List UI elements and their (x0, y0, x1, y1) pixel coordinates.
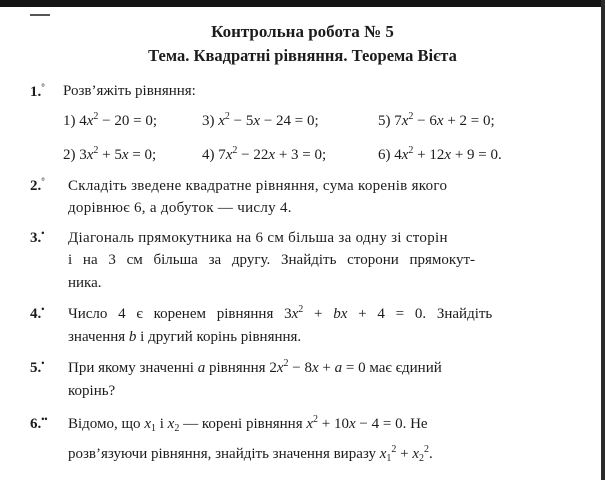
page-top-edge (0, 0, 605, 7)
page-right-edge (601, 0, 605, 480)
task-1-number: 1.° (30, 82, 45, 100)
task-2-line-2: дорівнює 6, а добуток — числу 4. (68, 200, 292, 216)
equation-2: 2) $3x^2 + 5x = 0$; (63, 145, 157, 163)
equation-3: 3) $x^2 - 5x - 24 = 0$; (202, 111, 319, 129)
task-3-line-2: і на 3 см більша за другу. Знайдіть сторони прямокут- (68, 252, 476, 268)
task-5-line-1: При якому значенні a рівняння $2x^2 - 8x + a = 0$ має єдиний (68, 358, 442, 376)
task-5-number: 5.• (30, 358, 45, 376)
task-3-line-1: Діагональ прямокутника на 6 см більша за одну зі сторін (68, 230, 448, 246)
task-3-line-3: ника. (68, 275, 102, 291)
equation-1: 1) $4x^2 - 20 = 0$; (63, 111, 158, 129)
equation-4: 4) $7x^2 - 22x + 3 = 0$; (202, 145, 327, 163)
task-5-line-2: корінь? (68, 383, 116, 399)
task-2-line-1: Складіть зведене квадратне рівняння, сума коренів якого (68, 178, 448, 194)
task-4-line-1: Число 4 є коренем рівняння $3x^2$ + bx + 4 = 0. Знайдіть (68, 304, 493, 322)
equation-5: 5) $7x^2 - 6x + 2 = 0$; (378, 111, 495, 129)
task-4-line-2: значення b і другий корінь рівняння. (68, 329, 302, 345)
task-6-line-2: розв’язуючи рівняння, знайдіть значення виразу $x_1^2 + x_2^2$. (68, 444, 433, 464)
task-4-number: 4.• (30, 304, 45, 322)
task-6-line-1: Відомо, що $x_1$ і $x_2$ — корені рівняння $x^2 + 10x - 4 = 0$. Не (68, 414, 428, 434)
page-title: Контрольна робота № 5 (211, 22, 394, 41)
task-1-prompt: Розв’яжіть рівняння: (63, 83, 196, 99)
corner-dash (30, 14, 50, 16)
task-2-number: 2.° (30, 176, 45, 194)
task-6-number: 6.•• (30, 414, 48, 432)
equation-6: 6) $4x^2 + 12x + 9 = 0$. (378, 145, 502, 163)
task-3-number: 3.• (30, 228, 45, 246)
page-topic: Тема. Квадратні рівняння. Теорема Вієта (148, 46, 457, 65)
